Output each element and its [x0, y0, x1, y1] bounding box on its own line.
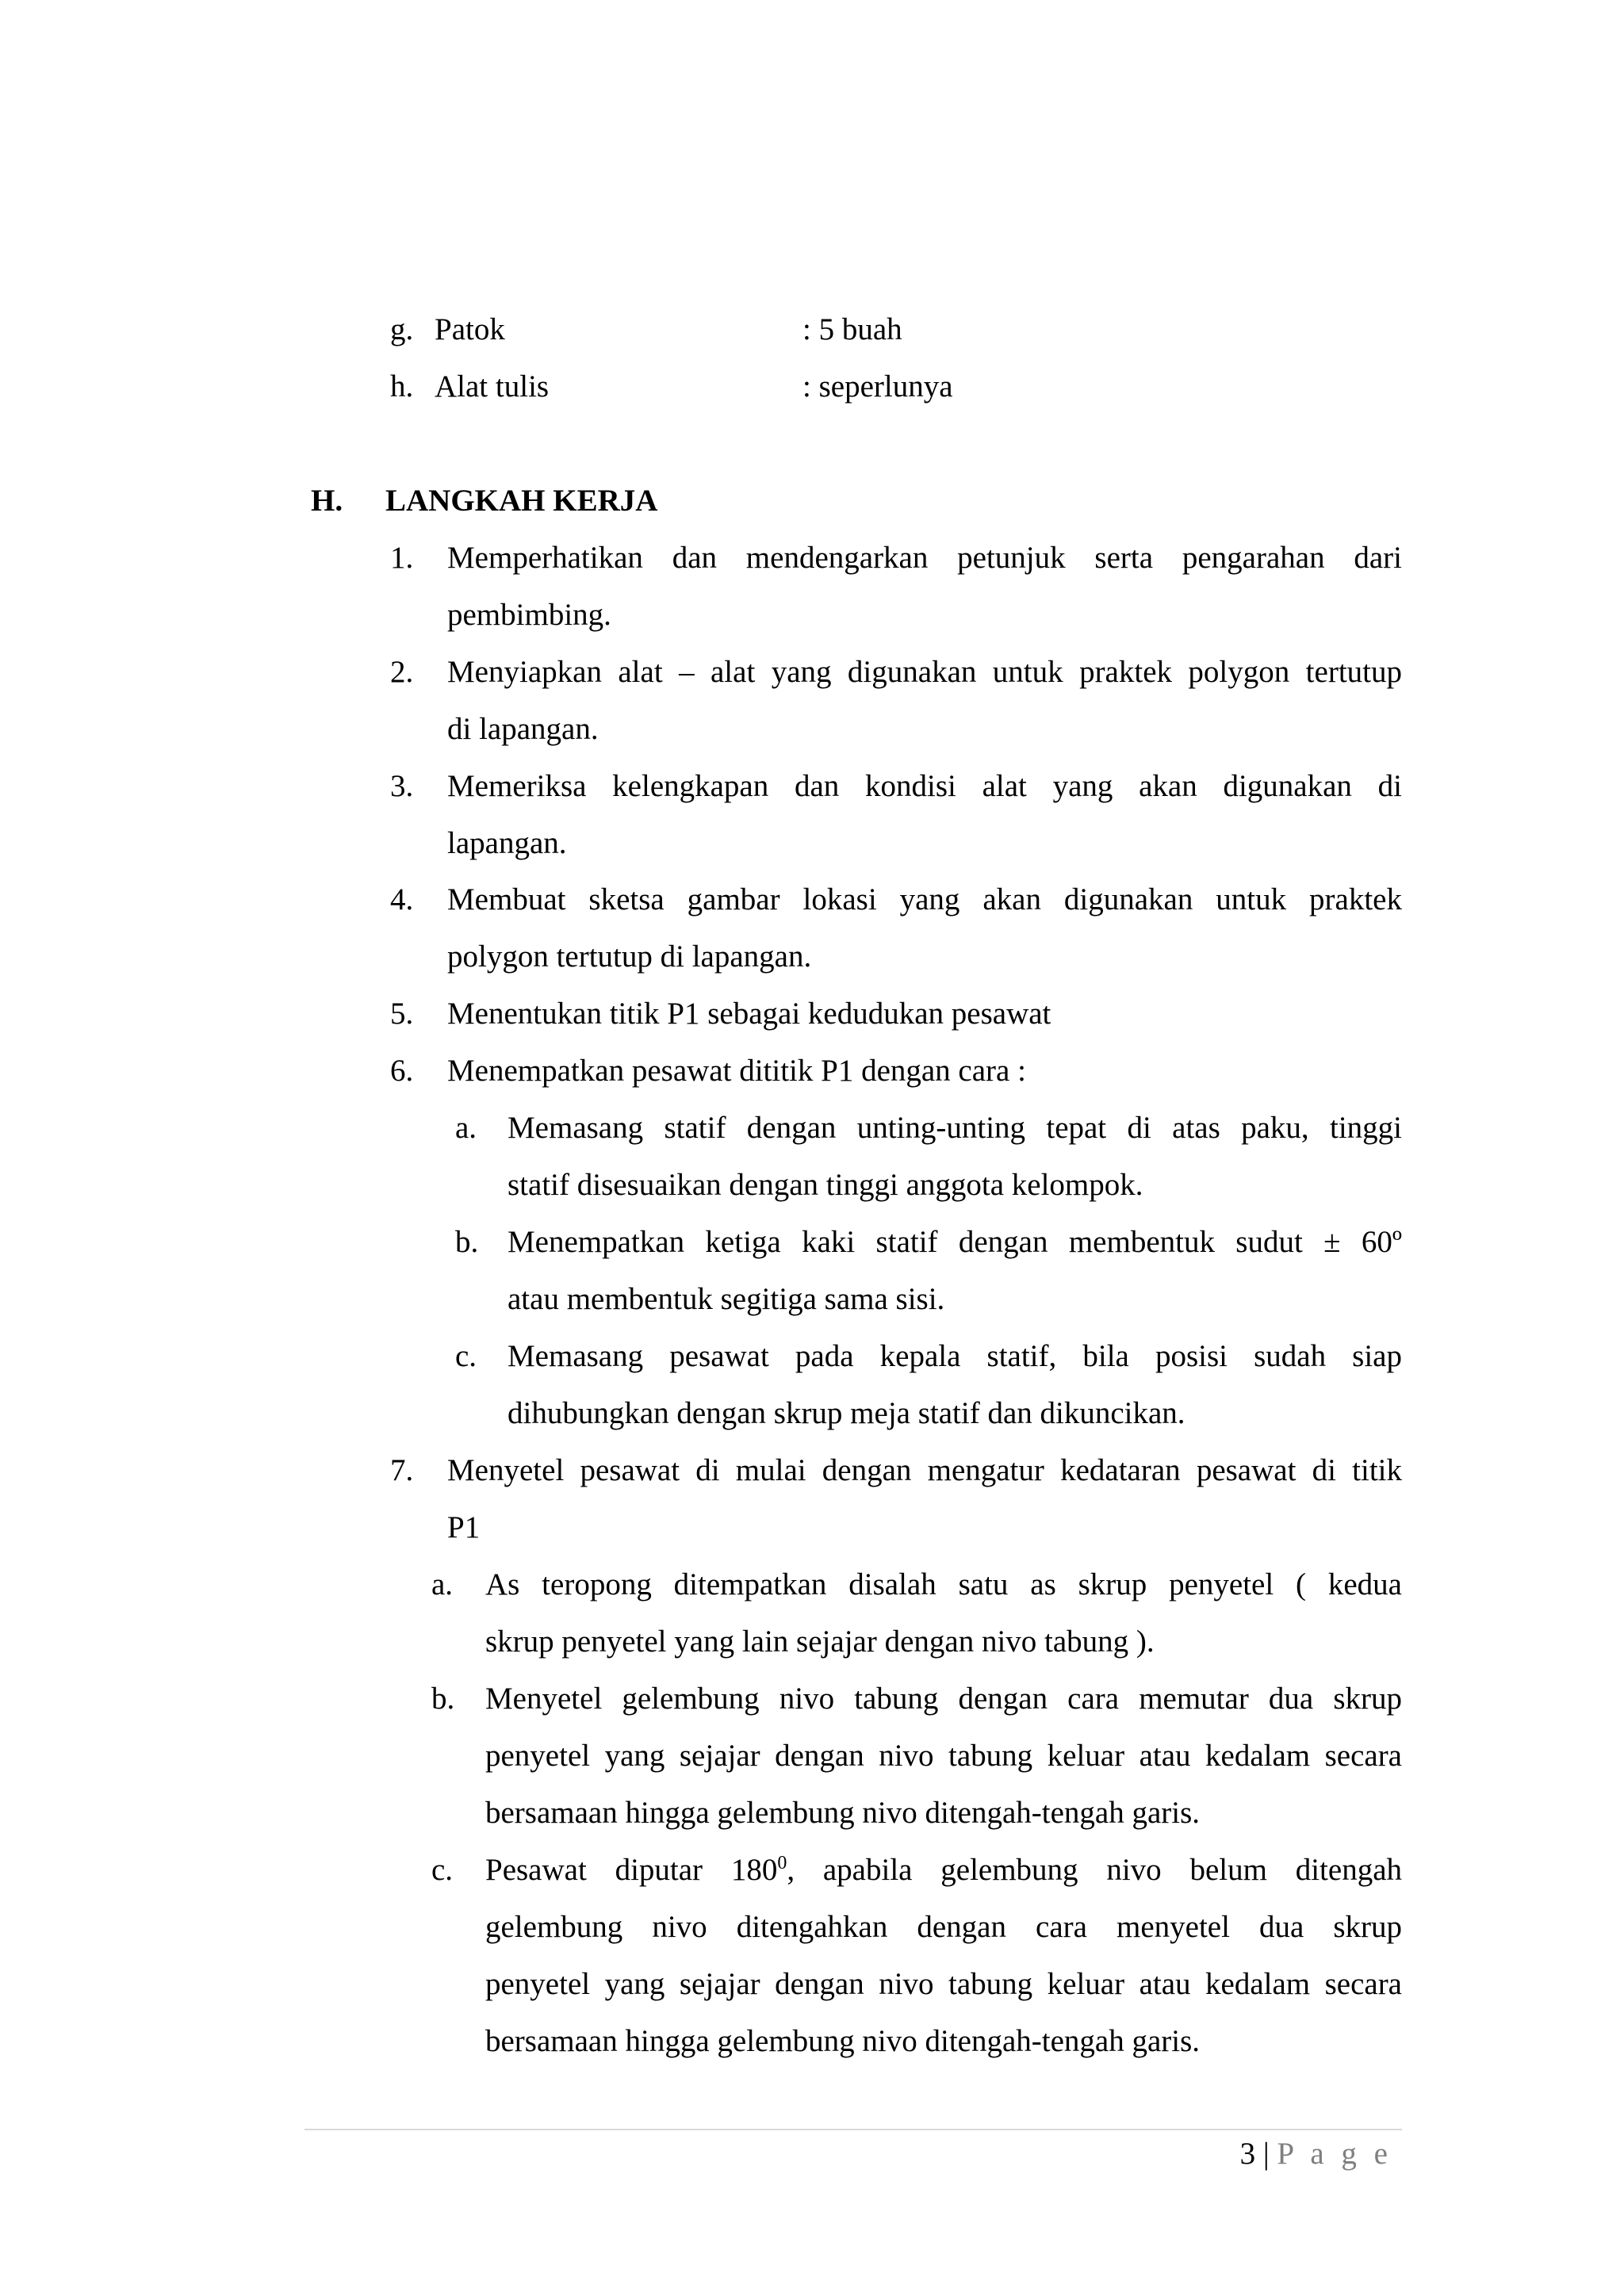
step-7a-line-2: skrup penyetel yang lain sejajar dengan nivo tabung ). — [485, 1624, 1155, 1659]
equipment-name-h: Alat tulis — [435, 369, 550, 404]
step-5-number: 5. — [390, 997, 414, 1031]
footer-divider — [304, 2129, 1402, 2130]
step-7a-line-1: As teropong ditempatkan disalah satu as skrup penyetel ( kedua — [485, 1567, 1402, 1601]
section-number: H. — [311, 484, 343, 518]
step-6a-line-1: Memasang statif dengan unting-unting tepat di atas paku, tinggi — [508, 1111, 1402, 1145]
step-6a-line-2: statif disesuaikan dengan tinggi anggota kelompok. — [508, 1168, 1143, 1202]
step-7a-letter: a. — [431, 1567, 454, 1601]
equipment-value-g: : 5 buah — [802, 312, 902, 346]
step-1-line-1: Memperhatikan dan mendengarkan petunjuk serta pengarahan dari — [447, 541, 1402, 575]
step-7-line-2: P1 — [447, 1510, 481, 1544]
step-5-line-1: Menentukan titik P1 sebagai kedudukan pesawat — [447, 997, 1051, 1031]
step-3-line-1: Memeriksa kelengkapan dan kondisi alat yang akan digunakan di — [447, 769, 1402, 803]
step-6c-letter: c. — [455, 1339, 477, 1373]
step-7c-line-3: penyetel yang sejajar dengan nivo tabung keluar atau kedalam secara — [485, 1967, 1402, 2001]
step-2-line-1: Menyiapkan alat – alat yang digunakan untuk praktek polygon tertutup — [447, 655, 1402, 689]
section-title: LANGKAH KERJA — [385, 484, 658, 518]
step-1-line-2: pembimbing. — [447, 598, 611, 632]
step-6b-line-2: atau membentuk segitiga sama sisi. — [508, 1282, 945, 1316]
step-3-line-2: lapangan. — [447, 826, 567, 860]
page-footer — [1240, 2136, 1392, 2172]
equipment-value-h: : seperlunya — [802, 369, 953, 404]
step-6a-letter: a. — [455, 1111, 477, 1145]
step-3-number: 3. — [390, 769, 414, 803]
step-6b-letter: b. — [455, 1225, 479, 1259]
page-separator: | — [1262, 2137, 1270, 2171]
step-7c-line-2: gelembung nivo ditengahkan dengan cara menyetel dua skrup — [485, 1910, 1402, 1944]
step-4-line-1: Membuat sketsa gambar lokasi yang akan digunakan untuk praktek — [447, 882, 1402, 916]
page-number: 3 — [1239, 2137, 1256, 2171]
step-1-number: 1. — [390, 541, 414, 575]
step-7c-line-4: bersamaan hingga gelembung nivo ditengah-tengah garis. — [485, 2024, 1201, 2058]
step-7b-letter: b. — [431, 1682, 455, 1716]
step-4-line-2: polygon tertutup di lapangan. — [447, 939, 812, 974]
step-7c-line-1-text-b: , apabila gelembung nivo belum ditengah — [787, 1853, 1403, 1887]
step-7b-line-2: penyetel yang sejajar dengan nivo tabung keluar atau kedalam secara — [485, 1739, 1402, 1773]
page-word: P a g e — [1277, 2137, 1392, 2171]
step-7c-degree-superscript: 0 — [777, 1853, 787, 1873]
step-7-line-1: Menyetel pesawat di mulai dengan mengatur kedataran pesawat di titik — [447, 1453, 1402, 1487]
step-7-number: 7. — [390, 1453, 414, 1487]
step-7c-letter: c. — [431, 1853, 454, 1887]
step-7c-line-1-text-a: Pesawat diputar 180 — [485, 1853, 778, 1887]
step-7c-line-1 — [485, 1854, 1402, 1885]
equipment-letter-h: h. — [390, 369, 414, 404]
step-7b-line-3: bersamaan hingga gelembung nivo ditengah-tengah garis. — [485, 1796, 1201, 1830]
step-6b-line-1: Menempatkan ketiga kaki statif dengan membentuk sudut ± 60º — [508, 1225, 1402, 1259]
equipment-letter-g: g. — [390, 312, 414, 346]
equipment-name-g: Patok — [435, 312, 505, 346]
step-6-number: 6. — [390, 1054, 414, 1088]
step-6-line-1: Menempatkan pesawat dititik P1 dengan cara : — [447, 1054, 1026, 1088]
step-2-line-2: di lapangan. — [447, 712, 599, 746]
step-6c-line-1: Memasang pesawat pada kepala statif, bila posisi sudah siap — [508, 1339, 1402, 1373]
step-7b-line-1: Menyetel gelembung nivo tabung dengan cara memutar dua skrup — [485, 1682, 1402, 1716]
step-6c-line-2: dihubungkan dengan skrup meja statif dan dikuncikan. — [508, 1396, 1185, 1430]
step-2-number: 2. — [390, 655, 414, 689]
step-4-number: 4. — [390, 882, 414, 916]
